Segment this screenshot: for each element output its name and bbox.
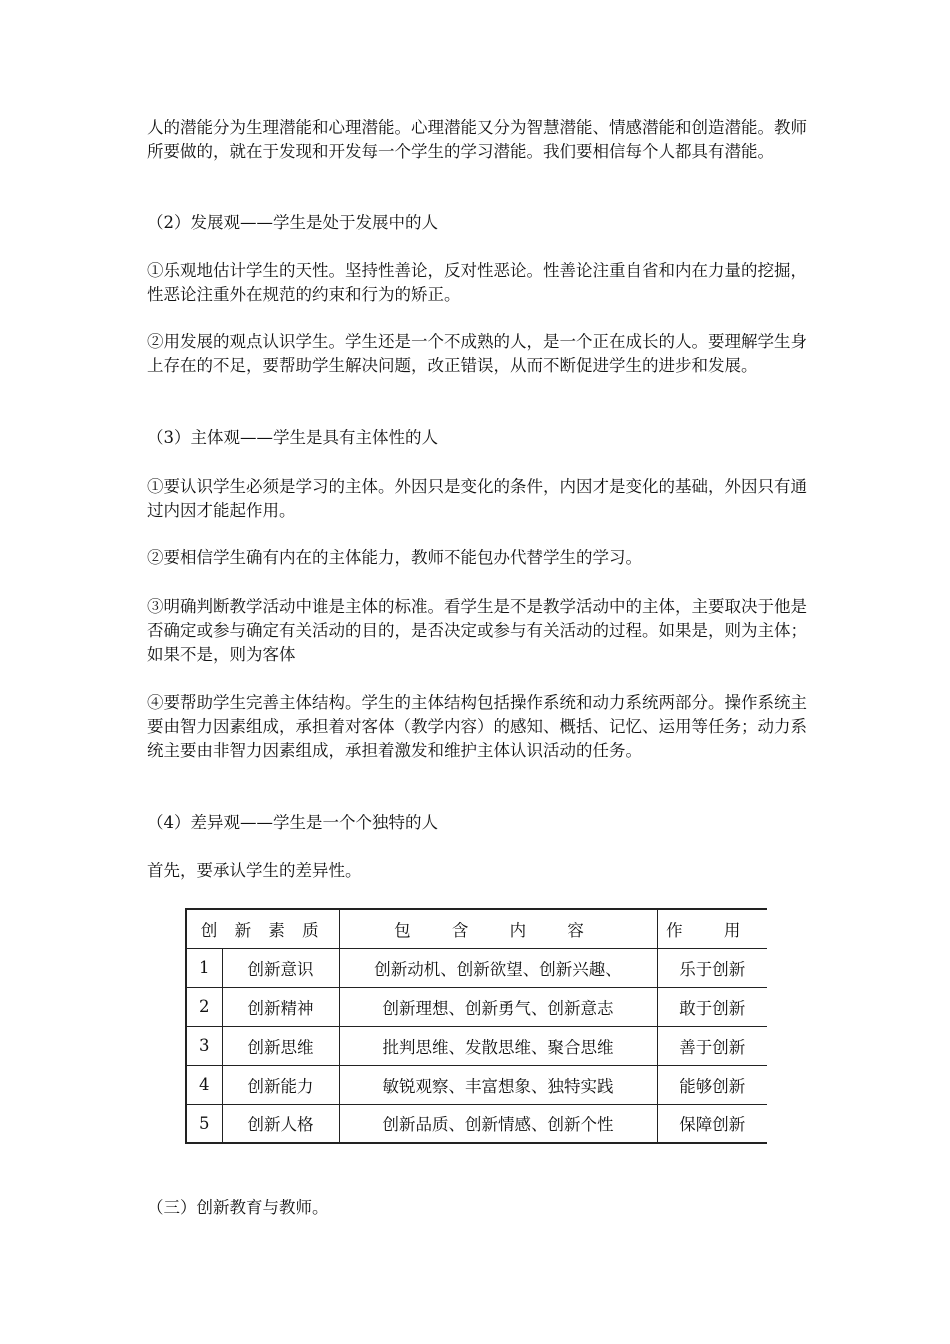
row-effect: 保障创新: [657, 1104, 767, 1143]
row-number: 5: [186, 1104, 222, 1143]
row-quality: 创新意识: [222, 948, 339, 987]
paragraph-development-1: ①乐观地估计学生的天性。坚持性善论，反对性恶论。性善论注重自省和内在力量的挖掘，性恶论注重外在规范的约束和行为的矫正。: [147, 261, 807, 304]
heading-development-view: （2）发展观——学生是处于发展中的人: [147, 213, 438, 232]
table-row: [186, 987, 767, 1026]
row-number: 4: [186, 1065, 222, 1104]
header-quality: 创 新 素 质: [186, 909, 339, 948]
row-number: 1: [186, 948, 222, 987]
row-content: 敏锐观察、丰富想象、独特实践: [339, 1065, 657, 1104]
row-content: 批判思维、发散思维、聚合思维: [339, 1026, 657, 1065]
table-row: [186, 1104, 767, 1143]
row-quality: 创新能力: [222, 1065, 339, 1104]
paragraph-difference: 首先，要承认学生的差异性。: [147, 861, 362, 880]
row-quality: 创新思维: [222, 1026, 339, 1065]
table-row: [186, 948, 767, 987]
row-effect: 乐于创新: [657, 948, 767, 987]
heading-innovation-teacher: （三）创新教育与教师。: [147, 1198, 329, 1217]
table-row: [186, 1026, 767, 1065]
paragraph-subject-1: ①要认识学生必须是学习的主体。外因只是变化的条件，内因才是变化的基础，外因只有通过内因才能起作用。: [147, 477, 807, 520]
row-content: 创新理想、创新勇气、创新意志: [339, 987, 657, 1026]
row-quality: 创新精神: [222, 987, 339, 1026]
row-content: 创新品质、创新情感、创新个性: [339, 1104, 657, 1143]
table-row: [186, 1065, 767, 1104]
paragraph-subject-2: ②要相信学生确有内在的主体能力，教师不能包办代替学生的学习。: [147, 548, 642, 567]
heading-subject-view: （3）主体观——学生是具有主体性的人: [147, 428, 438, 447]
row-effect: 善于创新: [657, 1026, 767, 1065]
header-content: 包 含 内 容: [339, 909, 657, 948]
row-effect: 敢于创新: [657, 987, 767, 1026]
row-number: 3: [186, 1026, 222, 1065]
paragraph-potential: 人的潜能分为生理潜能和心理潜能。心理潜能又分为智慧潜能、情感潜能和创造潜能。教师所要做的，就在于发现和开发每一个学生的学习潜能。我们要相信每个人都具有潜能。: [147, 118, 807, 161]
table-header-row: [186, 909, 767, 948]
innovation-quality-table: [185, 908, 767, 1144]
heading-difference-view: （4）差异观——学生是一个个独特的人: [147, 813, 438, 832]
row-number: 2: [186, 987, 222, 1026]
header-effect: 作 用: [657, 909, 767, 948]
row-content: 创新动机、创新欲望、创新兴趣、: [339, 948, 657, 987]
row-effect: 能够创新: [657, 1065, 767, 1104]
paragraph-development-2: ②用发展的观点认识学生。学生还是一个不成熟的人，是一个正在成长的人。要理解学生身上存在的不足，要帮助学生解决问题，改正错误，从而不断促进学生的进步和发展。: [147, 332, 807, 375]
row-quality: 创新人格: [222, 1104, 339, 1143]
paragraph-subject-4: ④要帮助学生完善主体结构。学生的主体结构包括操作系统和动力系统两部分。操作系统主要由智力因素组成，承担着对客体（教学内容）的感知、概括、记忆、运用等任务；动力系统主要由非智力因素组成，承担着激发和维护主体认识活动的任务。: [147, 693, 807, 760]
paragraph-subject-3: ③明确判断教学活动中谁是主体的标准。看学生是不是教学活动中的主体，主要取决于他是否确定或参与确定有关活动的目的，是否决定或参与有关活动的过程。如果是，则为主体；如果不是，则为客体: [147, 597, 807, 664]
